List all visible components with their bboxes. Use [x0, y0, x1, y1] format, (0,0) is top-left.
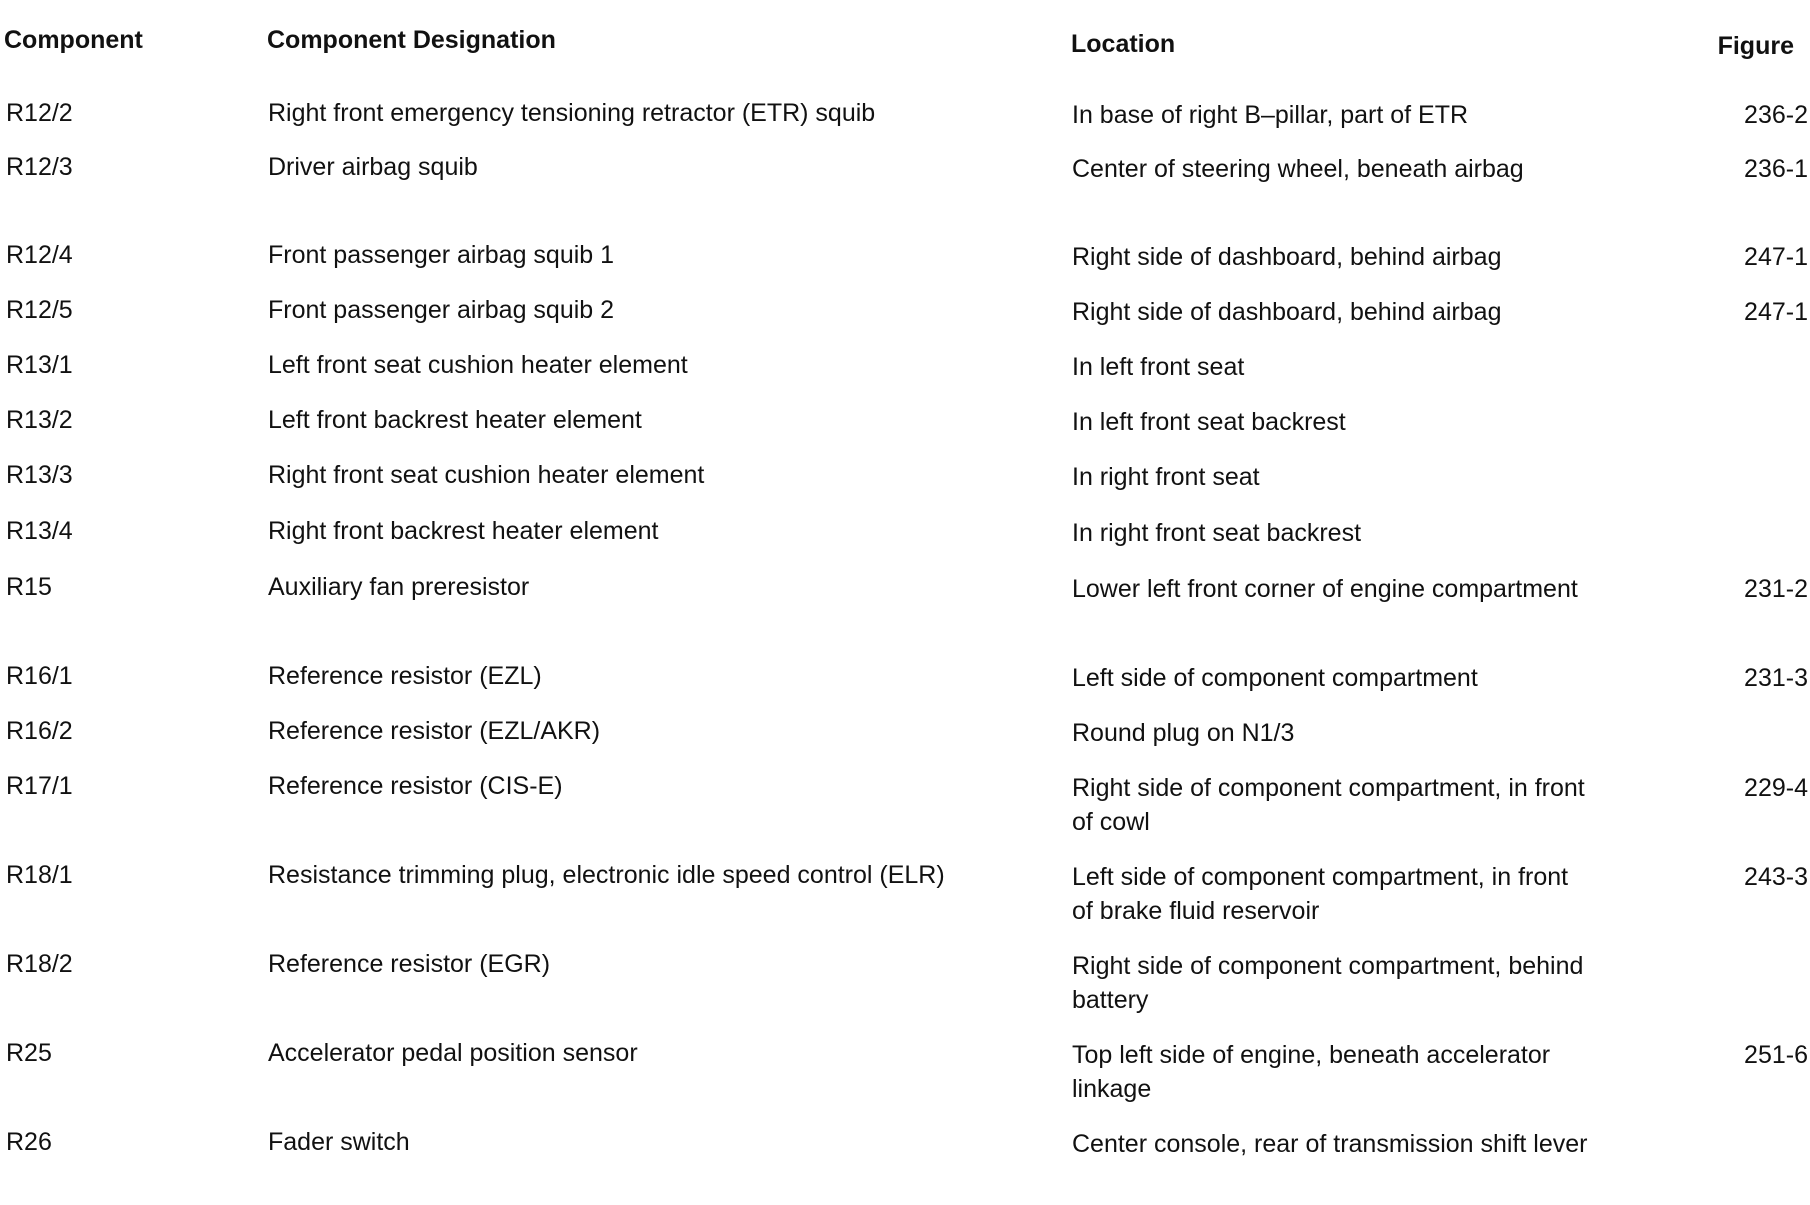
cell-component: R16/1 [6, 662, 73, 690]
cell-designation: Reference resistor (EGR) [268, 950, 551, 978]
cell-figure: 243-3 [1744, 863, 1808, 891]
cell-location: Lower left front corner of engine compartment [1072, 575, 1578, 603]
cell-component: R16/2 [6, 717, 73, 745]
table-row [0, 1036, 1810, 1125]
cell-location: In right front seat [1072, 463, 1260, 491]
cell-location: In left front seat backrest [1072, 408, 1346, 436]
cell-component: R26 [6, 1128, 52, 1156]
table-row [0, 238, 1810, 293]
cell-location: Top left side of engine, beneath accelerator linkage [1072, 1041, 1551, 1103]
cell-figure: 229-4 [1744, 774, 1808, 802]
cell-figure: 236-2 [1744, 101, 1808, 129]
cell-component: R13/3 [6, 461, 73, 489]
cell-component: R15 [6, 573, 52, 601]
cell-component: R18/1 [6, 861, 73, 889]
cell-component: R12/5 [6, 296, 73, 324]
table-row [0, 769, 1810, 858]
cell-designation: Fader switch [268, 1128, 410, 1156]
table-body [0, 96, 1810, 1205]
cell-designation: Left front seat cushion heater element [268, 351, 688, 379]
header-figure: Figure [1717, 32, 1794, 60]
table-row [0, 293, 1810, 348]
table-row [0, 714, 1810, 769]
table-row [0, 570, 1810, 659]
cell-location: In left front seat [1072, 353, 1245, 381]
cell-component: R18/2 [6, 950, 73, 978]
cell-component: R25 [6, 1039, 52, 1067]
cell-designation: Auxiliary fan preresistor [268, 573, 530, 601]
cell-figure: 231-3 [1744, 664, 1808, 692]
cell-location: Left side of component compartment, in front of brake fluid reservoir [1072, 863, 1569, 925]
cell-component: R13/1 [6, 351, 73, 379]
cell-figure: 236-1 [1744, 155, 1808, 183]
table-row [0, 659, 1810, 714]
table-row [0, 96, 1810, 150]
cell-figure: 247-1 [1744, 243, 1808, 271]
table-row [0, 858, 1810, 947]
cell-location: In base of right B–pillar, part of ETR [1072, 101, 1469, 129]
cell-location: Center console, rear of transmission shift lever [1072, 1130, 1588, 1158]
table-header [0, 26, 1810, 66]
cell-figure: 247-1 [1744, 298, 1808, 326]
cell-component: R12/4 [6, 241, 73, 269]
cell-location: In right front seat backrest [1072, 519, 1362, 547]
cell-component: R17/1 [6, 772, 73, 800]
header-designation: Component Designation [267, 26, 556, 54]
table-row [0, 947, 1810, 1036]
cell-location: Right side of component compartment, in front of cowl [1072, 774, 1585, 836]
cell-component: R13/4 [6, 517, 73, 545]
cell-designation: Resistance trimming plug, electronic idle speed control (ELR) [268, 861, 945, 889]
table-row [0, 403, 1810, 458]
cell-designation: Reference resistor (EZL) [268, 662, 542, 690]
cell-designation: Left front backrest heater element [268, 406, 642, 434]
table-row [0, 458, 1810, 514]
table-row [0, 150, 1810, 238]
cell-designation: Right front seat cushion heater element [268, 461, 705, 489]
cell-designation: Driver airbag squib [268, 153, 478, 181]
cell-figure: 251-6 [1744, 1041, 1808, 1069]
cell-designation: Front passenger airbag squib 1 [268, 241, 615, 269]
cell-component: R12/2 [6, 99, 73, 127]
cell-location: Right side of dashboard, behind airbag [1072, 243, 1502, 271]
cell-designation: Right front emergency tensioning retractor (ETR) squib [268, 99, 876, 127]
cell-location: Center of steering wheel, beneath airbag [1072, 155, 1524, 183]
cell-location: Left side of component compartment [1072, 664, 1478, 692]
table-row [0, 514, 1810, 570]
cell-designation: Reference resistor (EZL/AKR) [268, 717, 601, 745]
cell-designation: Accelerator pedal position sensor [268, 1039, 638, 1067]
header-component: Component [4, 26, 143, 54]
cell-location: Right side of component compartment, behind battery [1072, 952, 1584, 1014]
cell-location: Round plug on N1/3 [1072, 719, 1295, 747]
cell-component: R13/2 [6, 406, 73, 434]
cell-location: Right side of dashboard, behind airbag [1072, 298, 1502, 326]
cell-designation: Reference resistor (CIS-E) [268, 772, 563, 800]
cell-component: R12/3 [6, 153, 73, 181]
table-row [0, 348, 1810, 403]
cell-figure: 231-2 [1744, 575, 1808, 603]
cell-designation: Front passenger airbag squib 2 [268, 296, 615, 324]
header-location: Location [1071, 30, 1176, 58]
table-row [0, 1125, 1810, 1205]
cell-designation: Right front backrest heater element [268, 517, 659, 545]
